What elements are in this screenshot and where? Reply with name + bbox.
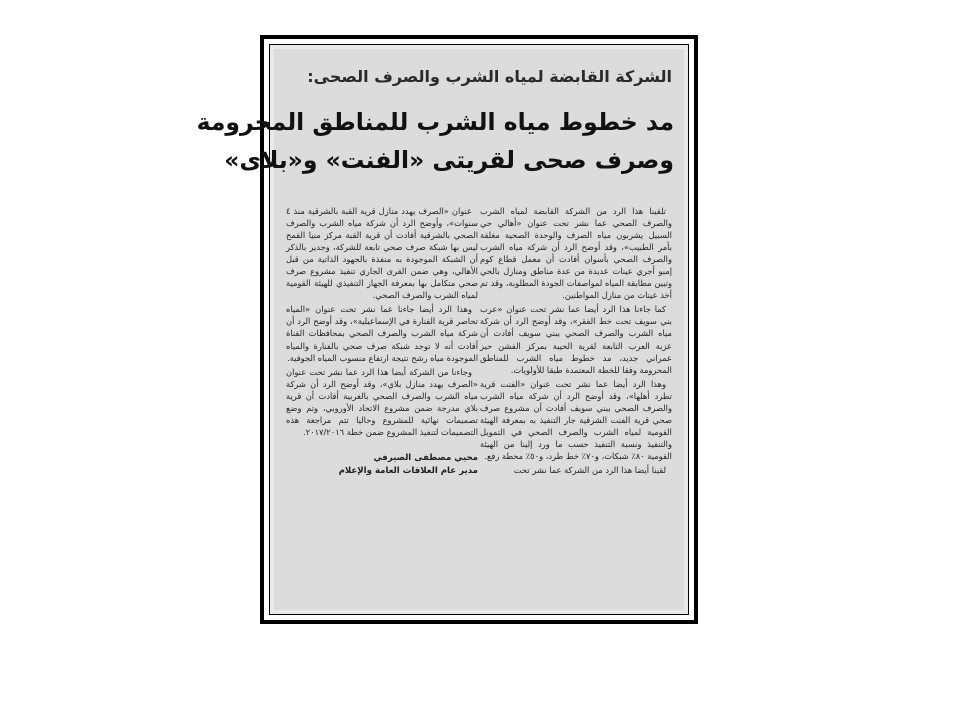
article-column-right <box>480 205 672 478</box>
newspaper-clipping-frame <box>196 35 698 624</box>
article-paragraph: وهذا الرد أيضا عما نشر تحت عنوان «الفنت قرية تطرد أهلها»، وقد أوضح الرد أن شركة مياه الشرب والصرف الصحي ببني سويف أفادت أن مشروع صرف صحي قرية الفنت الشرقية جار التنفيذ به بمعرفة الهيئة القومية لمياه الشرب والصرف الصحي في التمويل والتنفيذ ونسبة التنفيذ حسب ما ورد إلينا من الهيئة القومية ٨٠٪ شبكات، و٧٠٪ خط طرد، و٥٠٪ محطة رفع. <box>480 378 672 461</box>
article-paragraph: وهذا الرد أيضا جاءنا عما نشر تحت عنوان «المياه تحاصر قرية الفنارة في الإسماعيلية»، وقد أوضح الرد أن شركة مياه الشرب والصرف الصحي بمحافظات القناة أفادت أنه لا توجد شبكة صرف صحي بالفنارة والمياه الموجودة مياه رشح نتيجة ارتفاع منسوب المياه الجوفية. <box>286 304 478 363</box>
article-column-left <box>286 205 478 478</box>
article-paragraph: تلقينا هذا الرد من الشركة القابضة لمياه الشرب والصرف الصحي عما نشر تحت عنوان «أهالي حي السبيل يشربون مياه الصرف والوحدة الصحية مغلقة بأمر الطبيب»، وقد أوضح الرد أن شركة مياه الشرب والصرف الصحي بأسوان أفادت أن معمل قطاع كوم إمبو أجري عينات عديدة من عدة مناطق ومنازل بالحي وتبين مطابقة المياه لمواصفات الجودة المطلوبة، وقد تم أخذ عينات من منازل المواطنين. <box>480 206 672 301</box>
clipping-border <box>196 44 689 615</box>
signature-name: محيي مصطفى الصيرفي <box>373 452 478 463</box>
article-paragraph: وجاءنا من الشركة أيضا هذا الرد عما نشر تحت عنوان «الصرف يهدد منازل بلاي»، وقد أوضح الرد أن شركة مياه الشرب والصرف الصحي بالغربية أفادت أن قرية بلاي مدرجة ضمن مشروع الاتحاد الأوروبي، وتم وضع تصميمات نهائية للمشروع وحاليا تتم مراجعة هذه التصميمات لتنفيذ المشروع ضمن خطة ٢٠١٧/٢٠١٦. <box>286 366 478 437</box>
article-signature <box>286 452 478 478</box>
article-kicker: الشركة القابضة لمياه الشرب والصرف الصحى: <box>307 67 672 86</box>
article-paragraph: كما جاءنا هذا الرد أيضا عما نشر تحت عنوان «عرب بني سويف تحت خط الفقر»، وقد أوضح الرد أن شركة مياه الشرب والصرف الصحي ببني سويف أفادت أن عزبة العرب التابعة لقرية الحيبة بمركز الفشن حيز عمراني جديد، مد خطوط مياه الشرب للمناطق المحرومة وفقا للخطة المعتمدة طبقا للأولويات. <box>480 304 672 375</box>
headline-line-2: وصرف صحى لقريتى «الفنت» و«بلاى» <box>224 146 674 174</box>
article-paragraph: عنوان «الصرف يهدد منازل قرية القبة بالشرقية منذ ٤ سنوات»، وأوضح الرد أن شركة مياه الشرب والصرف الصحي بالشرقية أفادت أن قرية القبة مركز منيا القمح ليس بها شبكة صرف صحي تابعة للشركة، وجدير بالذكر أن الشبكة الموجودة به منفذة بالجهود الذاتية من قبل الأهالي، وهي ضمن القرى الجاري تنفيذ مشروع صرف صحي متكامل بها بمعرفة الجهاز التنفيذي للهيئة القومية لمياه الشرب والصرف الصحي. <box>286 206 478 301</box>
newspaper-clipping <box>196 49 684 610</box>
signature-title: مدير عام العلاقات العامة والإعلام <box>338 465 478 476</box>
headline-line-1: مد خطوط مياه الشرب للمناطق المحرومة <box>196 108 674 136</box>
article-headline <box>196 103 674 179</box>
article-paragraph: لقينا أيضا هذا الرد من الشركة عما نشر تحت <box>513 464 666 475</box>
